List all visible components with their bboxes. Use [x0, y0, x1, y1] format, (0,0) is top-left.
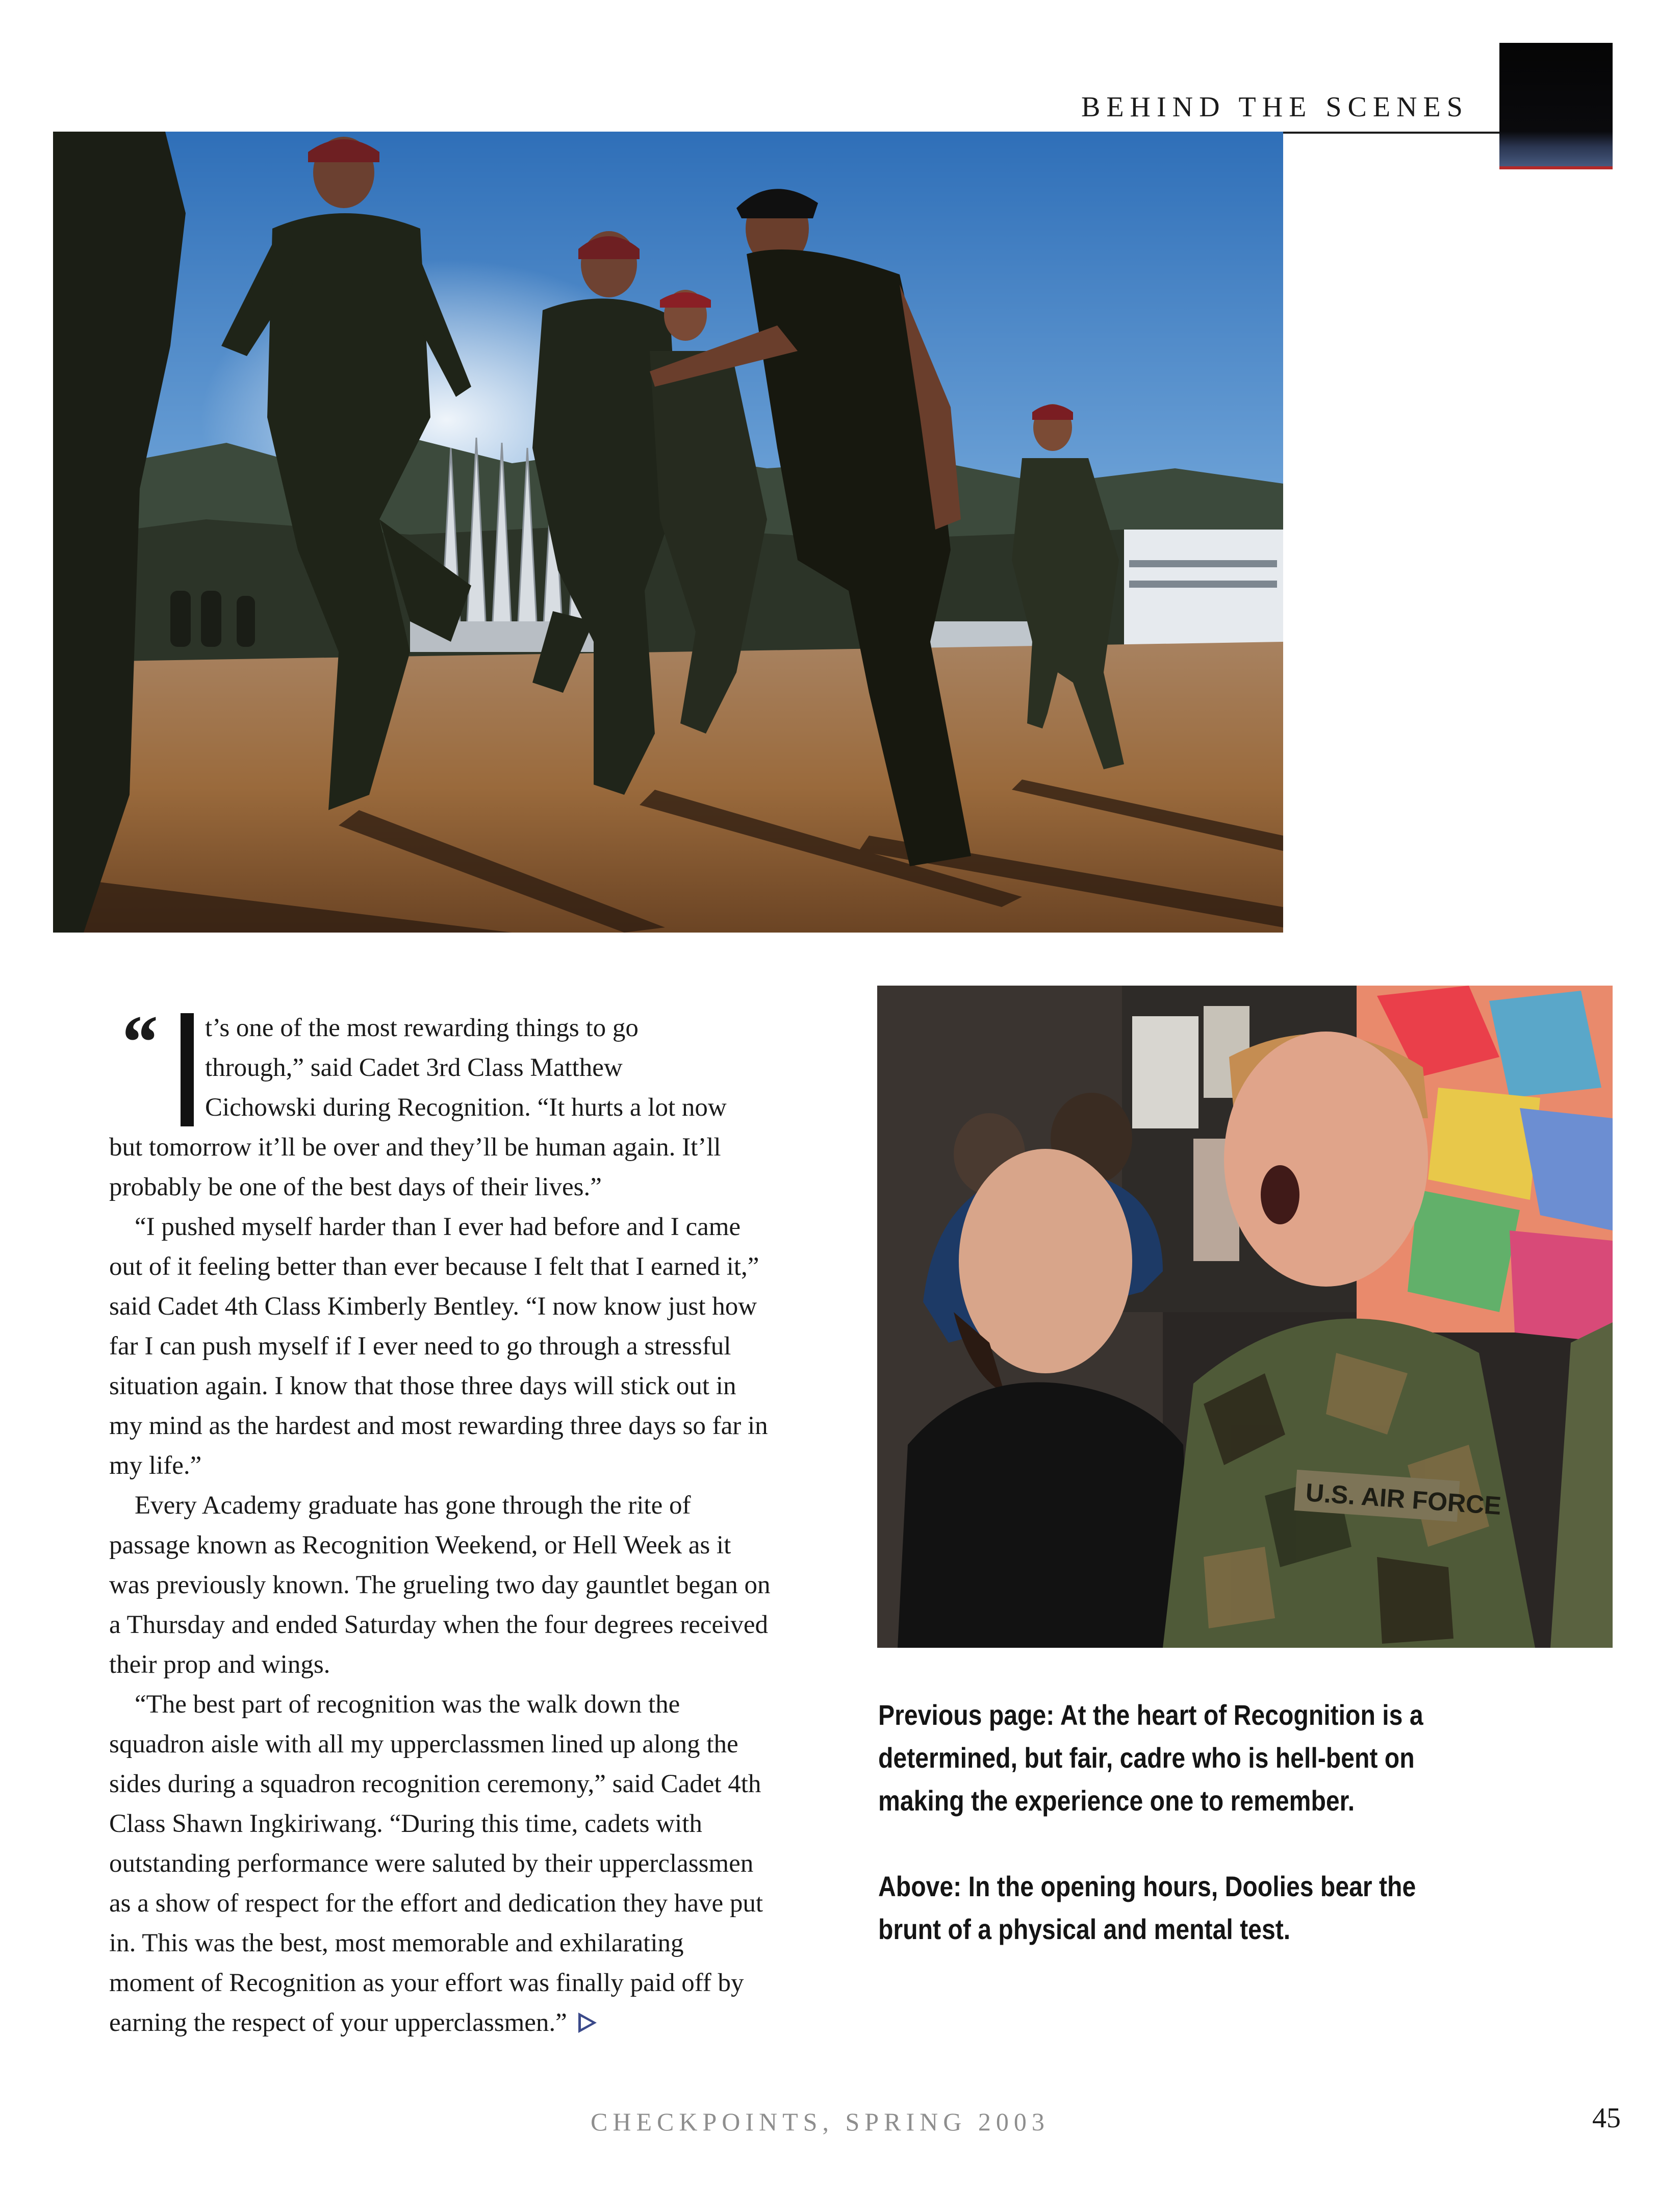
section-header: BEHIND THE SCENES: [1081, 91, 1469, 123]
corner-color-block: [1499, 43, 1613, 169]
caption-above: Above: In the opening hours, Doolies bear the brunt of a physical and mental test.: [878, 1870, 1416, 1945]
article-paragraph: “I pushed myself harder than I ever had before and I came out of it feeling better than ever because I felt that I earned it,” said Cadet 4th Class Kimberly Bentley. “I now know just how far I can push myself if I ever need to go through a stressful situation again. I know that those three days will stick out in my mind as the hardest and most rewarding three days so far in my life.”: [109, 1213, 768, 1480]
header-rule: [1280, 132, 1503, 134]
end-of-story-arrow-icon: [578, 2013, 597, 2033]
lead-line: t’s one of the most rewarding things to go: [205, 1014, 639, 1042]
photo-captions: [878, 1694, 1423, 1951]
bottom-photo-cadets-face-off: [877, 986, 1613, 1648]
footer-publication: CHECKPOINTS, SPRING 2003: [591, 2107, 1050, 2136]
caption-previous-page: Previous page: At the heart of Recognition is a determined, but fair, cadre who is hell-bent on making the experience one to remember.: [878, 1699, 1423, 1817]
opening-quote-mark: “: [118, 1000, 157, 1085]
top-photo-cadets-jogging: [53, 132, 1283, 933]
article-paragraph: Every Academy graduate has gone through the rite of passage known as Recognition Weekend, or Hell Week as it was previously known. The grueling two day gauntlet began on a Thursday and ended Saturday when the four degrees received their prop and wings.: [109, 1491, 771, 1679]
lead-line: through,” said Cadet 3rd Class Matthew: [205, 1053, 623, 1082]
article-paragraph: “The best part of recognition was the walk down the squadron aisle with all my upperclassmen lined up along the sides during a squadron recognition ceremony,” said Cadet 4th Class Shawn Ingkiriwang. “During this time, cadets with outstanding performance were saluted by their upperclassmen as a show of respect for the effort and dedication they have put in. This was the best, most memorable and exhilarating moment of Recognition as your effort was finally paid off by earning the respect of your upperclassmen.”: [109, 1690, 763, 2037]
article-lead: [109, 1000, 772, 1207]
article-body: [109, 1000, 772, 2043]
name-tape-text: U.S. AIR FORCE: [1305, 1478, 1502, 1520]
page-number: 45: [1592, 2102, 1621, 2134]
drop-cap-i: [181, 1013, 194, 1126]
lead-tail: but tomorrow it’ll be over and they’ll be human again. It’ll probably be one of the best days of their lives.”: [109, 1133, 721, 1201]
lead-line: Cichowski during Recognition. “It hurts a lot now: [205, 1093, 727, 1122]
